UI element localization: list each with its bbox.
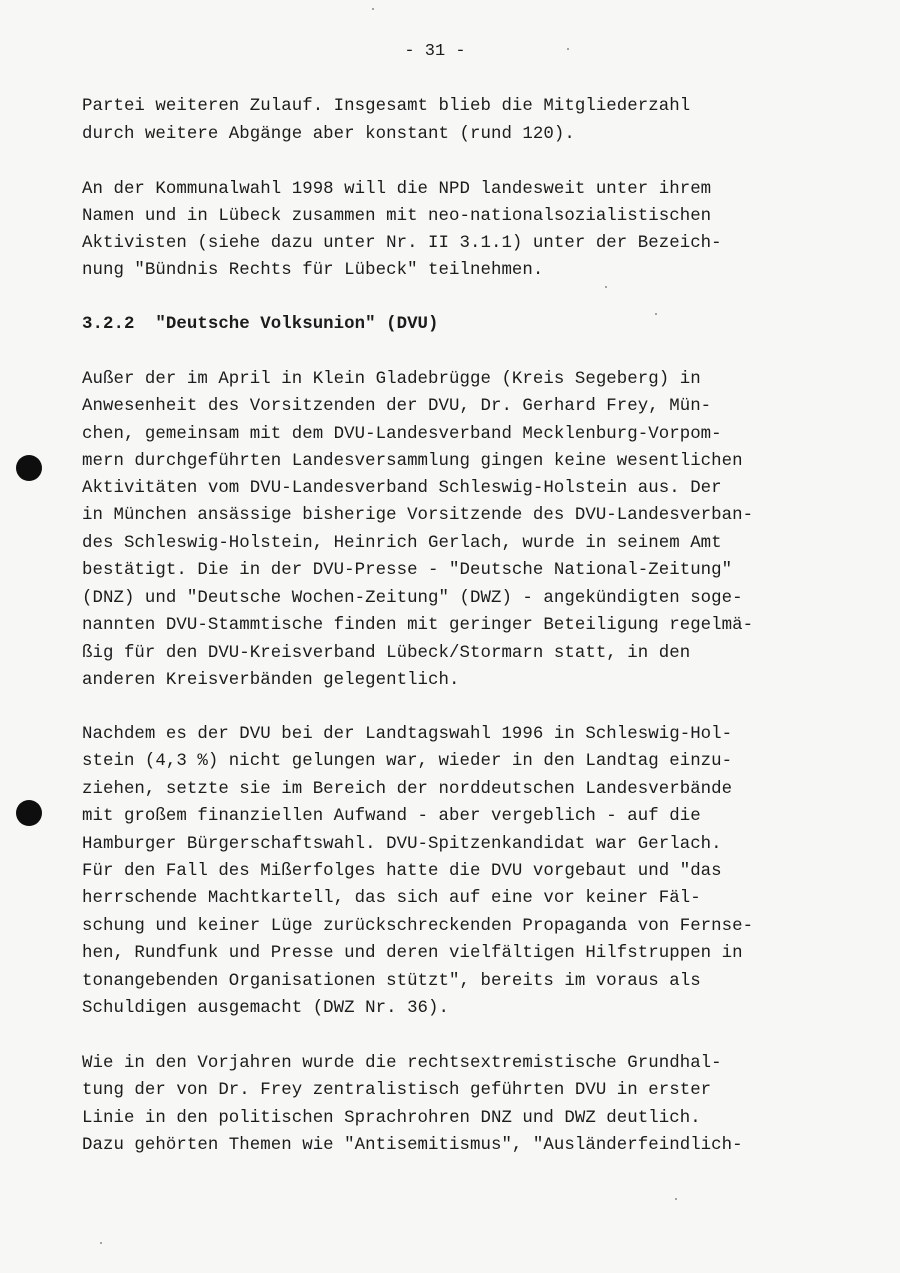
- text-line: mit großem finanziellen Aufwand - aber vergeblich - auf die: [82, 807, 701, 826]
- punch-hole: [16, 800, 42, 826]
- text-line: Für den Fall des Mißerfolges hatte die DVU vorgebaut und "das: [82, 862, 722, 881]
- text-line: Linie in den politischen Sprachrohren DNZ und DWZ deutlich.: [82, 1109, 701, 1128]
- text-line: An der Kommunalwahl 1998 will die NPD landesweit unter ihrem: [82, 180, 712, 199]
- scan-speck: [567, 48, 569, 50]
- scan-speck: [372, 8, 374, 10]
- scan-speck: [100, 1242, 102, 1244]
- text-line: Hamburger Bürgerschaftswahl. DVU-Spitzenkandidat war Gerlach.: [82, 835, 722, 854]
- text-line: mern durchgeführten Landesversammlung gingen keine wesentlichen: [82, 452, 743, 471]
- text-line: durch weitere Abgänge aber konstant (rund 120).: [82, 125, 575, 144]
- text-line: ziehen, setzte sie im Bereich der norddeutschen Landesverbände: [82, 780, 733, 799]
- text-line: in München ansässige bisherige Vorsitzende des DVU-Landesverban-: [82, 506, 754, 525]
- text-line: schung und keiner Lüge zurückschreckenden Propaganda von Fernse-: [82, 917, 754, 936]
- text-line: Aktivitäten vom DVU-Landesverband Schleswig-Holstein aus. Der: [82, 479, 722, 498]
- text-line: (DNZ) und "Deutsche Wochen-Zeitung" (DWZ) - angekündigten soge-: [82, 589, 743, 608]
- text-line: tung der von Dr. Frey zentralistisch geführten DVU in erster: [82, 1081, 712, 1100]
- text-line: chen, gemeinsam mit dem DVU-Landesverband Mecklenburg-Vorpom-: [82, 425, 722, 444]
- text-line: stein (4,3 %) nicht gelungen war, wieder in den Landtag einzu-: [82, 752, 733, 771]
- text-line: bestätigt. Die in der DVU-Presse - "Deutsche National-Zeitung": [82, 561, 733, 580]
- text-line: Wie in den Vorjahren wurde die rechtsextremistische Grundhal-: [82, 1054, 722, 1073]
- scan-speck: [675, 1198, 677, 1200]
- text-line: herrschende Machtkartell, das sich auf eine vor keiner Fäl-: [82, 889, 701, 908]
- scan-speck: [605, 286, 607, 288]
- text-line: des Schleswig-Holstein, Heinrich Gerlach, wurde in seinem Amt: [82, 534, 722, 553]
- text-line: Schuldigen ausgemacht (DWZ Nr. 36).: [82, 999, 450, 1018]
- section-heading: 3.2.2 "Deutsche Volksunion" (DVU): [82, 315, 439, 334]
- punch-hole: [16, 455, 42, 481]
- text-line: tonangebenden Organisationen stützt", bereits im voraus als: [82, 972, 701, 991]
- text-line: hen, Rundfunk und Presse und deren vielfältigen Hilfstruppen in: [82, 944, 743, 963]
- text-line: Partei weiteren Zulauf. Insgesamt blieb die Mitgliederzahl: [82, 97, 691, 116]
- scan-speck: [655, 313, 657, 315]
- text-line: Namen und in Lübeck zusammen mit neo-nationalsozialistischen: [82, 207, 712, 226]
- text-line: nung "Bündnis Rechts für Lübeck" teilnehmen.: [82, 261, 544, 280]
- page-number: - 31 -: [404, 42, 466, 61]
- text-line: Anwesenheit des Vorsitzenden der DVU, Dr. Gerhard Frey, Mün-: [82, 397, 712, 416]
- text-line: nannten DVU-Stammtische finden mit geringer Beteiligung regelmä-: [82, 616, 754, 635]
- text-line: anderen Kreisverbänden gelegentlich.: [82, 671, 460, 690]
- text-line: Aktivisten (siehe dazu unter Nr. II 3.1.1) unter der Bezeich-: [82, 234, 722, 253]
- text-line: Nachdem es der DVU bei der Landtagswahl 1996 in Schleswig-Hol-: [82, 725, 733, 744]
- text-line: Dazu gehörten Themen wie "Antisemitismus", "Ausländerfeindlich-: [82, 1136, 743, 1155]
- text-line: ßig für den DVU-Kreisverband Lübeck/Stormarn statt, in den: [82, 644, 691, 663]
- text-line: Außer der im April in Klein Gladebrügge (Kreis Segeberg) in: [82, 370, 701, 389]
